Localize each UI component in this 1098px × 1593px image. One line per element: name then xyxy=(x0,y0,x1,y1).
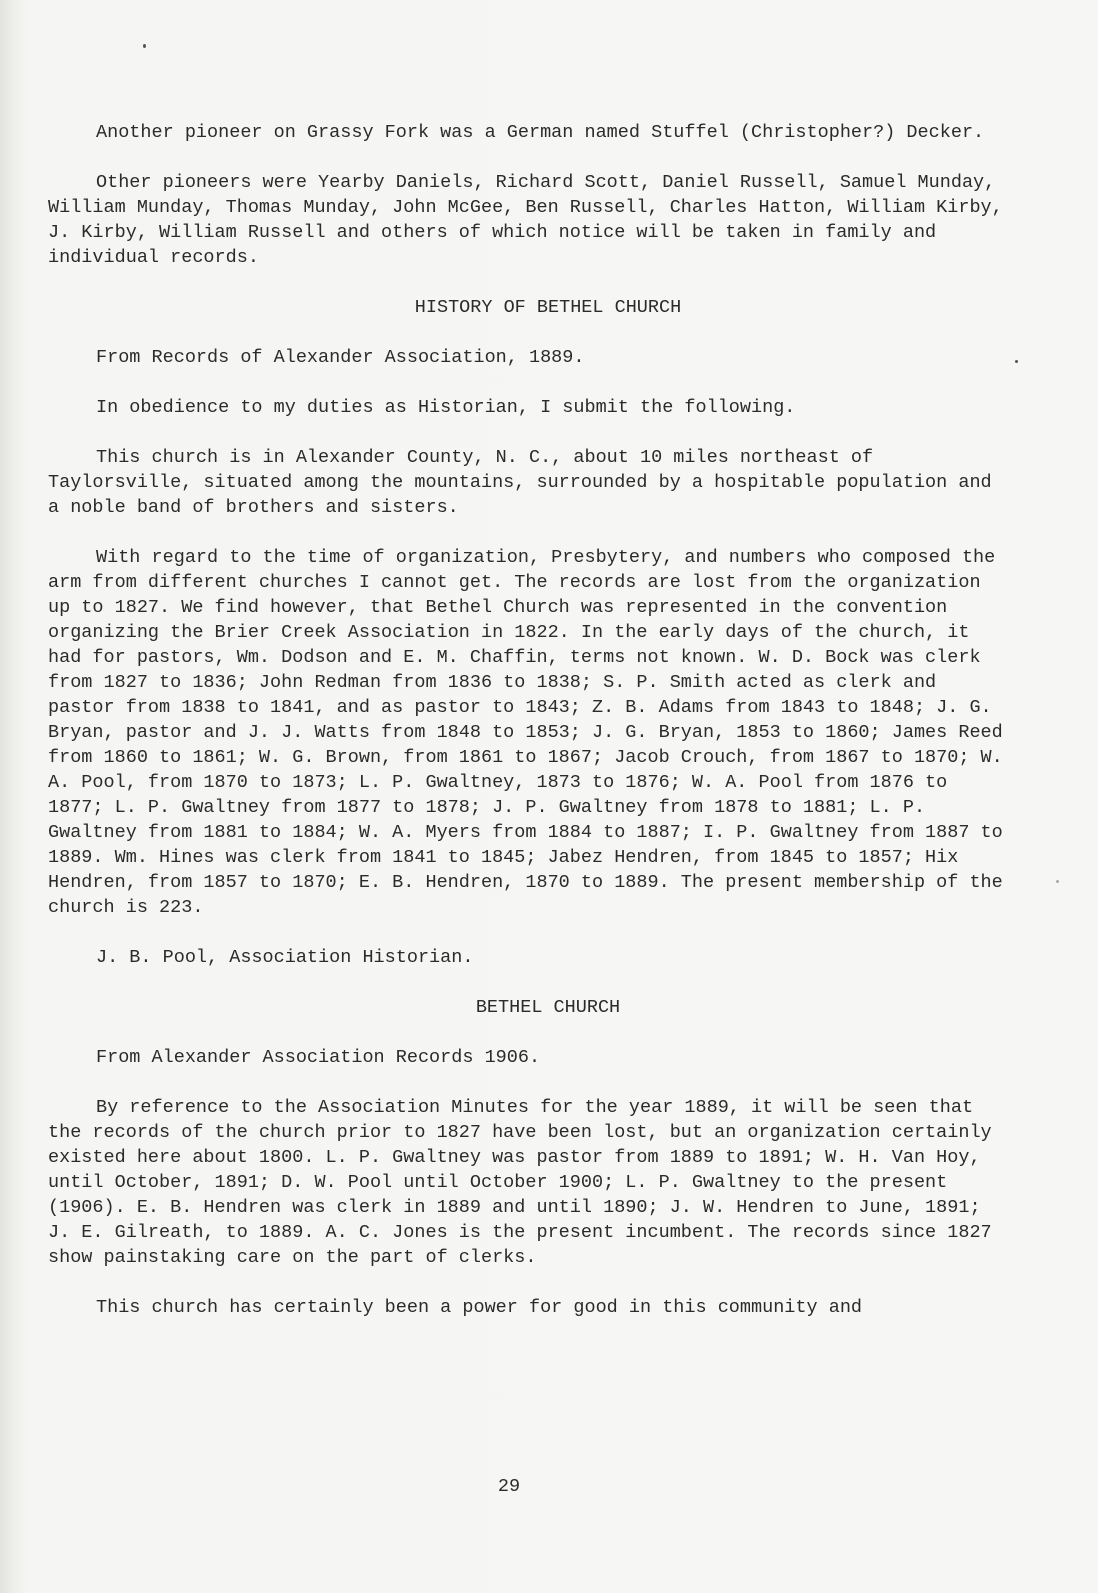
document-body xyxy=(48,120,1008,1345)
paragraph-signature: J. B. Pool, Association Historian. xyxy=(96,947,474,968)
paragraph-other-pioneers: Other pioneers were Yearby Daniels, Richard Scott, Daniel Russell, Samuel Munday, William Munday, Thomas Munday, John McGee, Ben Russell, Charles Hatton, William Kirby, J. Kirby, William Russell and others of which notice will be taken in family and individual records. xyxy=(48,172,1003,268)
heading-bethel-church: BETHEL CHURCH xyxy=(475,997,621,1018)
scan-speck xyxy=(1015,360,1018,363)
paragraph-decker: Another pioneer on Grassy Fork was a German named Stuffel (Christopher?) Decker. xyxy=(96,122,985,143)
paragraph-association-minutes: By reference to the Association Minutes for the year 1889, it will be seen that the records of the church prior to 1827 have been lost, but an organization certainly existed here about 1800. L. P. Gwaltney was pastor from 1889 to 1891; W. H. Van Hoy, until October, 1891; D. W. Pool until October 1900; L. P. Gwaltney to the present (1906). E. B. Hendren was clerk in 1889 and until 1890; J. W. Hendren to June, 1891; J. E. Gilreath, to 1889. A. C. Jones is the present incumbent. The records since 1827 show painstaking care on the part of clerks. xyxy=(48,1097,992,1268)
paragraph-power-for-good: This church has certainly been a power for good in this community and xyxy=(96,1297,863,1318)
scan-speck xyxy=(1056,880,1059,883)
scan-speck xyxy=(143,44,146,48)
paragraph-records-1906: From Alexander Association Records 1906. xyxy=(96,1047,541,1068)
paragraph-organization-history: With regard to the time of organization, Presbytery, and numbers who composed the arm from different churches I cannot get. The records are lost from the organization up to 1827. We find however, that Bethel Church was represented in the convention organizing the Brier Creek Association in 1822. In the early days of the church, it had for pastors, Wm. Dodson and E. M. Chaffin, terms not known. W. D. Bock was clerk from 1827 to 1836; John Redman from 1836 to 1838; S. P. Smith acted as clerk and pastor from 1838 to 1841, and as pastor to 1843; Z. B. Adams from 1843 to 1848; J. G. Bryan, pastor and J. J. Watts from 1848 to 1853; J. G. Bryan, 1853 to 1860; James Reed from 1860 to 1861; W. G. Brown, from 1861 to 1867; Jacob Crouch, from 1867 to 1870; W. A. Pool, from 1870 to 1873; L. P. Gwaltney, 1873 to 1876; W. A. Pool from 1876 to 1877; L. P. Gwaltney from 1877 to 1878; J. P. Gwaltney from 1878 to 1881; L. P. Gwaltney from 1881 to 1884; W. A. Myers from 1884 to 1887; I. P. Gwaltney from 1887 to 1889. Wm. Hines was clerk from 1841 to 1845; Jabez Hendren, from 1845 to 1857; Hix Hendren, from 1857 to 1870; E. B. Hendren, 1870 to 1889. The present membership of the church is 223. xyxy=(48,547,1003,918)
paragraph-records-1889: From Records of Alexander Association, 1889. xyxy=(96,347,585,368)
page-number: 29 xyxy=(497,1476,521,1497)
heading-history-of-bethel-church: HISTORY OF BETHEL CHURCH xyxy=(414,297,682,318)
paragraph-obedience: In obedience to my duties as Historian, I submit the following. xyxy=(96,397,796,418)
paragraph-church-location: This church is in Alexander County, N. C., about 10 miles northeast of Taylorsville, situated among the mountains, surrounded by a hospitable population and a noble band of brothers and sisters. xyxy=(48,447,992,518)
